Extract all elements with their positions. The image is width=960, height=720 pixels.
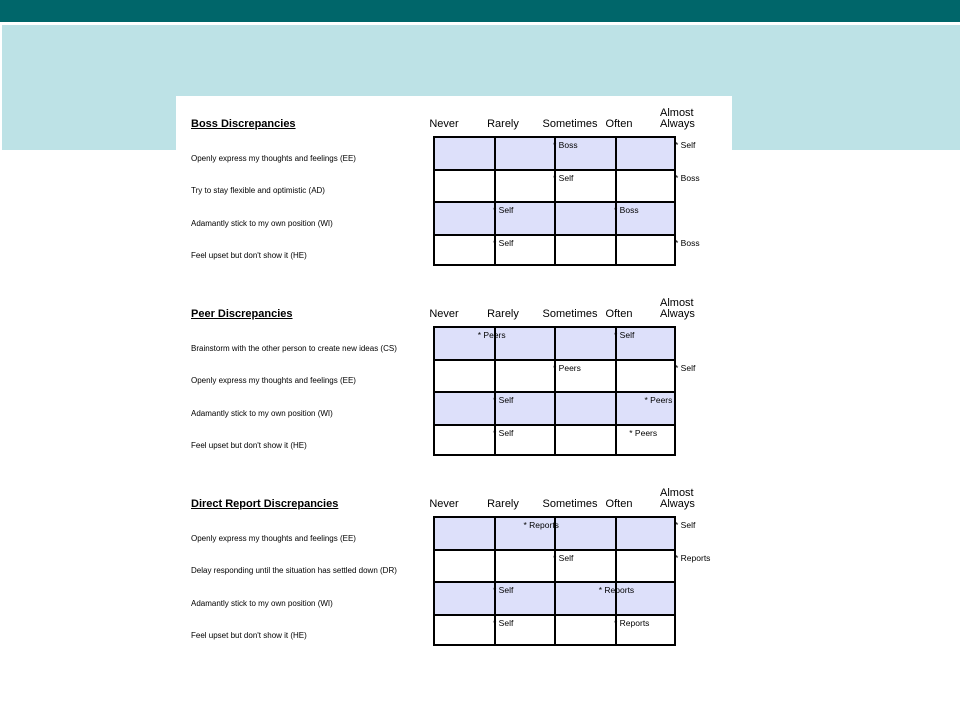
rating-mark: * Self — [493, 427, 514, 438]
rating-mark: * Reports — [523, 520, 559, 530]
rating-mark: * Self — [493, 617, 514, 628]
grid-horizontal-line — [433, 136, 676, 138]
grid-horizontal-line — [433, 234, 676, 236]
rating-mark: * Self — [493, 237, 514, 248]
row-label: Feel upset but don't show it (HE) — [191, 631, 307, 640]
rating-mark: * Self — [614, 330, 635, 340]
row-label: Adamantly stick to my own position (WI) — [191, 409, 333, 418]
rating-grid — [433, 516, 711, 646]
discrepancy-sheet — [176, 96, 732, 686]
discrepancy-section — [176, 96, 732, 276]
rating-mark: * Boss — [675, 237, 700, 248]
grid-horizontal-line — [433, 424, 676, 426]
row-label: Adamantly stick to my own position (WI) — [191, 219, 333, 228]
rating-grid — [433, 136, 700, 266]
rating-mark: * Self — [553, 172, 574, 183]
column-header: Almost Always — [660, 107, 695, 130]
grid-horizontal-line — [433, 201, 676, 203]
row-label: Adamantly stick to my own position (WI) — [191, 599, 333, 608]
rating-mark: * Boss — [614, 205, 639, 215]
rating-mark: * Self — [493, 205, 514, 215]
column-header: Never — [429, 118, 459, 130]
grid-horizontal-line — [433, 516, 676, 518]
section-title: Boss Discrepancies — [191, 118, 296, 130]
discrepancy-section — [176, 476, 732, 656]
rating-mark: * Peers — [477, 330, 506, 340]
rating-mark: * Self — [675, 362, 696, 373]
column-header: Sometimes — [542, 308, 598, 320]
row-label: Feel upset but don't show it (HE) — [191, 251, 307, 260]
section-title: Peer Discrepancies — [191, 308, 293, 320]
grid-horizontal-line — [433, 614, 676, 616]
rating-mark: * Self — [675, 520, 696, 530]
grid-horizontal-line — [433, 169, 676, 171]
column-header: Rarely — [487, 118, 519, 130]
rating-mark: * Peers — [553, 362, 581, 373]
rating-mark: * Peers — [629, 427, 658, 438]
rating-mark: * Reports — [598, 585, 635, 595]
column-header: Often — [605, 498, 633, 510]
column-header: Almost Always — [660, 487, 695, 510]
grid-horizontal-line — [433, 454, 676, 456]
row-label: Feel upset but don't show it (HE) — [191, 441, 307, 450]
column-header: Often — [605, 308, 633, 320]
rating-mark: * Boss — [675, 172, 700, 183]
rating-mark: * Peers — [644, 395, 673, 405]
row-label: Brainstorm with the other person to create new ideas (CS) — [191, 344, 397, 353]
column-header: Almost Always — [660, 297, 695, 320]
rating-mark: * Self — [493, 585, 514, 595]
header-divider — [0, 22, 960, 24]
row-label: Openly express my thoughts and feelings (EE) — [191, 534, 356, 543]
column-header: Often — [605, 118, 633, 130]
row-label: Delay responding until the situation has settled down (DR) — [191, 566, 397, 575]
rating-mark: * Self — [553, 552, 574, 563]
column-header: Sometimes — [542, 498, 598, 510]
column-header: Never — [429, 308, 459, 320]
column-header: Rarely — [487, 498, 519, 510]
grid-horizontal-line — [433, 264, 676, 266]
rating-grid — [433, 326, 696, 456]
rating-mark: * Boss — [553, 140, 578, 150]
grid-horizontal-line — [433, 644, 676, 646]
header-bar — [0, 0, 960, 22]
row-label: Openly express my thoughts and feelings (EE) — [191, 376, 356, 385]
rating-mark: * Self — [493, 395, 514, 405]
grid-horizontal-line — [433, 581, 676, 583]
grid-horizontal-line — [433, 326, 676, 328]
rating-mark: * Reports — [614, 617, 650, 628]
row-label: Openly express my thoughts and feelings (EE) — [191, 154, 356, 163]
row-label: Try to stay flexible and optimistic (AD) — [191, 186, 325, 195]
grid-horizontal-line — [433, 359, 676, 361]
rating-mark: * Reports — [675, 552, 711, 563]
grid-horizontal-line — [433, 549, 676, 551]
column-header: Never — [429, 498, 459, 510]
section-title: Direct Report Discrepancies — [191, 498, 339, 510]
discrepancy-section — [176, 286, 732, 466]
column-header: Rarely — [487, 308, 519, 320]
grid-horizontal-line — [433, 391, 676, 393]
rating-mark: * Self — [675, 140, 696, 150]
column-header: Sometimes — [542, 118, 598, 130]
